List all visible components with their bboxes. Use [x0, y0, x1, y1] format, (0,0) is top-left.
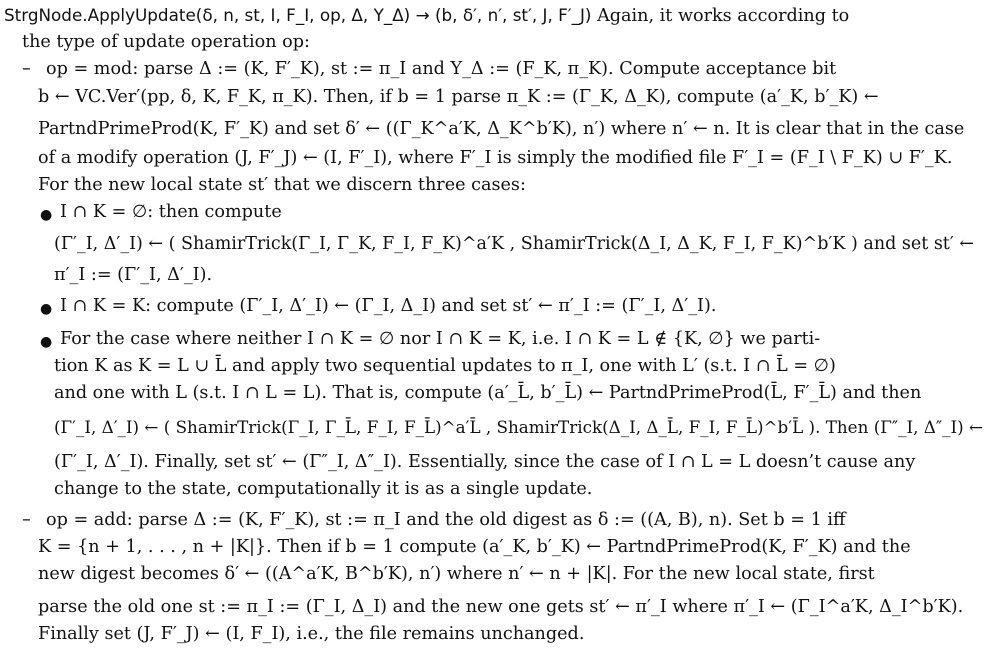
heading-description: Again, it works according to [597, 6, 850, 26]
case3-line-2: tion K as K = L ∪ L̄ and apply two sequential updates to π_I, one with L′ (s.t. I ∩ L̄ = ∅) [54, 356, 836, 376]
case2-line-1: I ∩ K = K: compute (Γ′_I, Δ′_I) ← (Γ_I, Δ_I) and set st′ ← π′_I := (Γ′_I, Δ′_I). [60, 296, 717, 316]
heading-continuation: the type of update operation op: [22, 32, 310, 52]
algorithm-heading-line [4, 2, 849, 30]
bullet-icon: ● [40, 207, 53, 223]
add-line-3: new digest becomes δ′ ← ((A^a′K, B^b′K), n′) where n′ ← n + |K|. For the new local state, first [38, 564, 875, 584]
add-line-1: op = add: parse Δ := (K, F′_K), st := π_I and the old digest as δ := ((A, B), n). Set b = 1 iff [46, 510, 846, 530]
case1-line-3: π′_I := (Γ′_I, Δ′_I). [54, 265, 213, 285]
mod-line-1: op = mod: parse Δ := (K, F′_K), st := π_I and Υ_Δ := (F_K, π_K). Compute acceptance bit [46, 59, 837, 79]
add-line-2: K = {n + 1, . . . , n + |K|}. Then if b = 1 compute (a′_K, b′_K) ← PartndPrimeProd(K, F′_K) and the [38, 537, 911, 557]
case3-line-5: (Γ′_I, Δ′_I). Finally, set st′ ← (Γ″_I, Δ″_I). Essentially, since the case of I ∩ L = L doesn’t cause any [54, 452, 916, 472]
add-line-5: Finally set (J, F′_J) ← (I, F_I), i.e., the file remains unchanged. [38, 624, 585, 644]
bullet-icon: ● [40, 334, 53, 350]
bullet-icon: ● [40, 301, 53, 317]
case3-line-4: (Γ′_I, Δ′_I) ← ( ShamirTrick(Γ_I, Γ_L̄, F_I, F_L̄)^a′L̄ , ShamirTrick(Δ_I, Δ_L̄, F_I, F_L̄)^b′L̄ ). Then (Γ″_I, Δ″_I) ← [54, 417, 983, 437]
algorithm-name: StrgNode.ApplyUpdate(δ, n, st, I, F_I, op, Δ, Υ_Δ) → (b, δ′, n′, st′, J, F′_J) [4, 5, 592, 25]
case1-line-1: I ∩ K = ∅: then compute [60, 202, 282, 222]
mod-line-2: b ← VC.Ver′(pp, δ, K, F_K, π_K). Then, if b = 1 parse π_K := (Γ_K, Δ_K), compute (a′_K, b′_K) ← [38, 87, 879, 107]
case3-line-6: change to the state, computationally it is as a single update. [54, 479, 593, 499]
add-line-4: parse the old one st := π_I := (Γ_I, Δ_I) and the new one gets st′ ← π′_I where π′_I ← (Γ_I^a′K, Δ_I^b′K). [38, 597, 964, 617]
mod-line-3: PartndPrimeProd(K, F′_K) and set δ′ ← ((Γ_K^a′K, Δ_K^b′K), n′) where n′ ← n. It is clear that in the case [38, 119, 965, 139]
list-dash: – [22, 59, 31, 79]
case1-line-2: (Γ′_I, Δ′_I) ← ( ShamirTrick(Γ_I, Γ_K, F_I, F_K)^a′K , ShamirTrick(Δ_I, Δ_K, F_I, F_K)^b′K ) and set st′ ← [54, 234, 975, 254]
case3-line-3: and one with L (s.t. I ∩ L = L). That is, compute (a′_L̄, b′_L̄) ← PartndPrimeProd(L̄, F′_L̄) and then [54, 383, 922, 403]
mod-line-5: For the new local state st′ that we discern three cases: [38, 175, 526, 195]
mod-line-4: of a modify operation (J, F′_J) ← (I, F′_I), where F′_I is simply the modified file F′_I = (F_I \ F_K) ∪ F′_K. [38, 148, 953, 168]
case3-line-1: For the case where neither I ∩ K = ∅ nor I ∩ K = K, i.e. I ∩ K = L ∉ {K, ∅} we parti- [60, 329, 821, 349]
list-dash: – [22, 510, 31, 530]
